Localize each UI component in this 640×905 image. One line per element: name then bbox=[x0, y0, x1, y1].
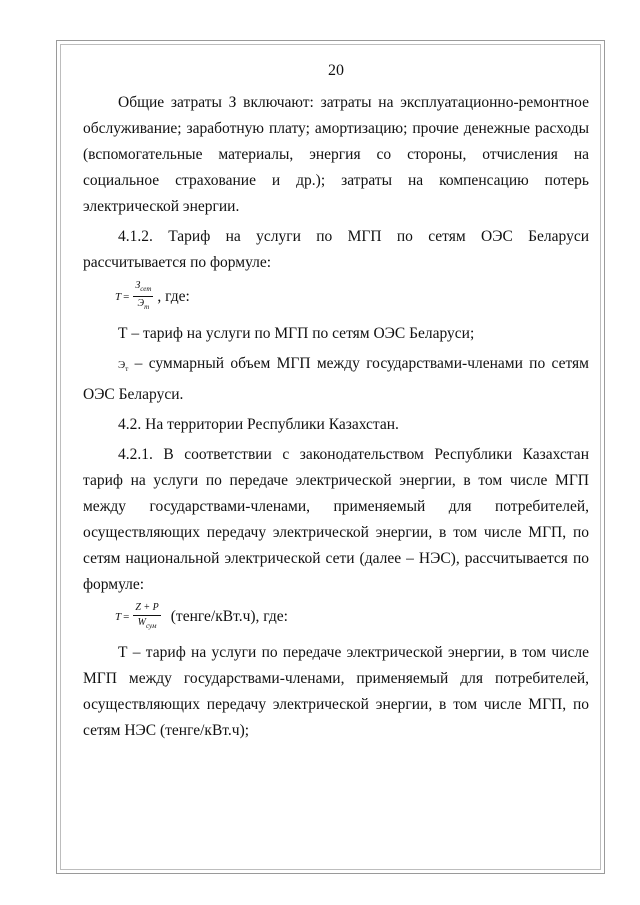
formula-denominator: $Э_т$ bbox=[137, 298, 150, 311]
formula-suffix: , где: bbox=[157, 287, 190, 305]
formula-belarus bbox=[115, 280, 589, 313]
paragraph-4-2-1: 4.2.1. В соответствии с законодательством Республики Казахстан тариф на услуги по передаче электрической энергии, в том числе МГП между государствами-членами, применяемый для потребителей, осуществляющих передачу электрической энергии, в том числе МГП, по сетям национальной электрической сети (далее – НЭС), рассчитывается по формуле: bbox=[83, 446, 589, 594]
volume-symbol: $Э_т$ bbox=[118, 359, 129, 374]
formula-kazakhstan bbox=[115, 602, 589, 632]
formula-lhs: T bbox=[115, 290, 122, 303]
formula2-denominator: $W_{сум}$ bbox=[137, 617, 157, 631]
definition-tariff-belarus: Т – тариф на услуги по МГП по сетям ОЭС Беларуси; bbox=[118, 325, 475, 342]
formula2-fraction bbox=[133, 602, 160, 632]
page-number: 20 bbox=[328, 62, 344, 79]
paragraph-costs: Общие затраты З включают: затраты на эксплуатационно-ремонтное обслуживание; заработную плату; амортизацию; прочие денежные расходы (вспомогательные материалы, энергия со стороны, отчисления на социальное страхование и др.); затраты на компенсацию потерь электрической энергии. bbox=[83, 94, 589, 215]
section-4-2-heading: 4.2. На территории Республики Казахстан. bbox=[118, 416, 399, 434]
formula2-numerator: Z + P bbox=[133, 602, 160, 616]
formula2-suffix: (тенге/кВт.ч), где: bbox=[170, 608, 288, 626]
document-body bbox=[83, 58, 589, 748]
formula-equals: = bbox=[123, 290, 130, 303]
definition-volume: $Э_т$ – суммарный объем МГП между государствами-членами по сетям ОЭС Беларуси. bbox=[83, 355, 589, 404]
formula-numerator: $З_{сет}$ bbox=[133, 280, 153, 297]
paragraph-4-1-2: 4.1.2. Тариф на услуги по МГП по сетям ОЭС Беларуси рассчитывается по формуле: bbox=[83, 228, 589, 271]
definition-tariff-kazakhstan: Т – тариф на услуги по передаче электрической энергии, в том числе МГП между государствами-членами, применяемый для потребителей, осуществляющих передачу электрической энергии, в том числе МГП, по сетям НЭС (тенге/кВт.ч); bbox=[83, 644, 589, 740]
formula-fraction bbox=[133, 280, 153, 313]
formula2-lhs: T bbox=[115, 611, 122, 624]
formula2-equals: = bbox=[123, 611, 130, 624]
